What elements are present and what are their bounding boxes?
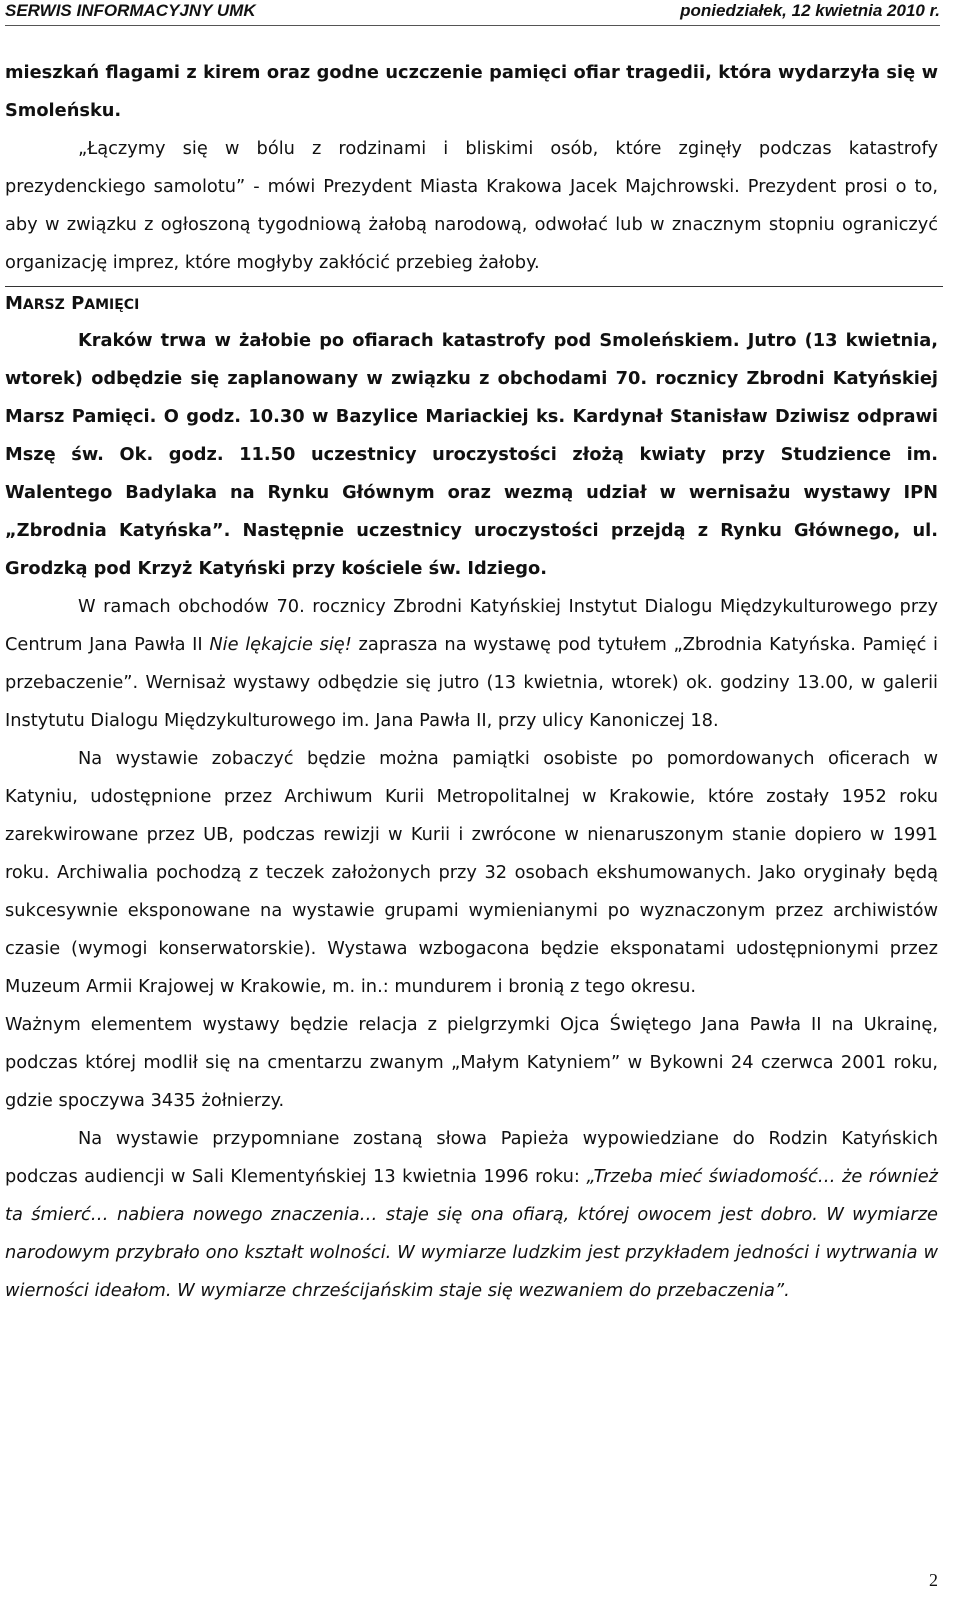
section-heading: MARSZ PAMIĘCI [5, 293, 140, 314]
header-publication: SERWIS INFORMACYJNY UMK [5, 1, 256, 20]
paragraph-pope-quote: Na wystawie przypomniane zostaną słowa Papieża wypowiedziane do Rodzin Katyńskich podczas audiencji w Sali Klementyńskiej 13 kwietnia 1996 roku: „Trzeba mieć świadomość… że również ta śmierć… nabiera nowego znaczenia… staje się ona ofiarą, której owocem jest dobro. W wymiarze narodowym przybrało ono kształt wolności. W wymiarze ludzkim jest przykładem jedności i wytrwania w wierności ideałom. W wymiarze chrześcijańskim staje się wezwaniem do przebaczenia”. [5, 1128, 938, 1301]
article-body [5, 54, 938, 1310]
paragraph-pilgrimage: Ważnym elementem wystawy będzie relacja z pielgrzymki Ojca Świętego Jana Pawła II na Ukrainę, podczas której modlił się na cmentarzu zwanym „Małym Katyniem” w Bykowni 24 czerwca 2001 roku, gdzie spoczywa 3435 żołnierzy. [5, 1014, 938, 1111]
paragraph-continuation: mieszkań flagami z kirem oraz godne uczczenie pamięci ofiar tragedii, która wydarzyła się w Smoleńsku. [5, 62, 938, 121]
paragraph-march: Kraków trwa w żałobie po ofiarach katastrofy pod Smoleńskiem. Jutro (13 kwietnia, wtorek) odbędzie się zaplanowany w związku z obchodami 70. rocznicy Zbrodni Katyńskiej Marsz Pamięci. O godz. 10.30 w Bazylice Mariackiej ks. Kardynał Stanisław Dziwisz odprawi Mszę św. Ok. godz. 11.50 uczestnicy uroczystości złożą kwiaty przy Studzience im. Walentego Badylaka na Rynku Głównym oraz wezmą udział w wernisażu wystawy IPN „Zbrodnia Katyńska”. Następnie uczestnicy uroczystości przejdą z Rynku Głównego, ul. Grodzką pod Krzyż Katyński przy kościele św. Idziego. [5, 330, 938, 579]
page-header [5, 0, 940, 26]
paragraph-exhibition-content: Na wystawie zobaczyć będzie można pamiątki osobiste po pomordowanych oficerach w Katyniu, udostępnione przez Archiwum Kurii Metropolitalnej w Krakowie, które zostały 1952 roku zarekwirowane przez UB, podczas rewizji w Kurii i zwrócone w nienaruszonym stanie dopiero w 1991 roku. Archiwalia pochodzą z teczek założonych przy 32 osobach ekshumowanych. Jako oryginały będą sukcesywnie eksponowane na wystawie grupami wymienianymi po wyznaczonym przez archiwistów czasie (wymogi konserwatorskie). Wystawa wzbogacona będzie eksponatami udostępnionymi przez Muzeum Armii Krajowej w Krakowie, m. in.: mundurem i bronią z tego okresu. [5, 748, 938, 997]
header-date: poniedziałek, 12 kwietnia 2010 r. [680, 1, 940, 20]
paragraph-exhibition-invite: W ramach obchodów 70. rocznicy Zbrodni Katyńskiej Instytut Dialogu Międzykulturowego przy Centrum Jana Pawła II Nie lękajcie się! zaprasza na wystawę pod tytułem „Zbrodnia Katyńska. Pamięć i przebaczenie”. Wernisaż wystawy odbędzie się jutro (13 kwietnia, wtorek) ok. godziny 13.00, w galerii Instytutu Dialogu Międzykulturowego im. Jana Pawła II, przy ulicy Kanoniczej 18. [5, 596, 938, 731]
page-number: 2 [929, 1570, 938, 1590]
paragraph-president-quote: „Łączymy się w bólu z rodzinami i bliskimi osób, które zginęły podczas katastrofy prezydenckiego samolotu” - mówi Prezydent Miasta Krakowa Jacek Majchrowski. Prezydent prosi o to, aby w związku z ogłoszoną tygodniową żałobą narodową, odwołać lub w znacznym stopniu ograniczyć organizację imprez, które mogłyby zakłócić przebieg żałoby. [5, 138, 938, 273]
